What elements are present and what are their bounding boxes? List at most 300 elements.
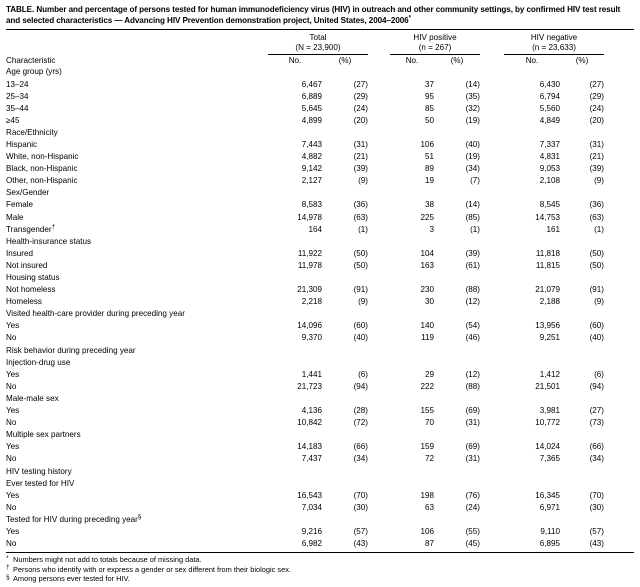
table-row: [6, 502, 634, 514]
cell-total-no: 7,443: [301, 139, 322, 149]
cell-total-no: 6,467: [301, 79, 322, 89]
group-header-row: [6, 33, 634, 55]
table-row: [6, 320, 634, 332]
spacer-cell: [480, 453, 504, 465]
cell-pos-no: 106: [420, 526, 434, 536]
cell-pos-pct: [434, 272, 480, 284]
table-row: [6, 175, 634, 187]
cell-neg-pct: [560, 127, 604, 139]
cell-total-pct: (94): [353, 381, 368, 391]
cell-pos-pct: [434, 308, 480, 320]
spacer-cell: [604, 212, 634, 224]
subsection-header-row: [6, 478, 634, 490]
cell-neg-pct: [560, 357, 604, 369]
section-header-row: [6, 308, 634, 320]
cell-neg-pct: [560, 466, 604, 478]
spacer-cell: [604, 526, 634, 538]
table-row: [6, 453, 634, 465]
cell-total-pct: (36): [353, 200, 368, 210]
spacer-cell: [480, 284, 504, 296]
cell-pos-no: [390, 308, 434, 320]
spacer-cell: [604, 429, 634, 441]
row-label: Yes: [6, 406, 20, 416]
cell-pos-pct: (7): [470, 176, 480, 186]
cell-total-pct: [322, 66, 368, 78]
spacer-cell: [480, 260, 504, 272]
row-footnote-marker: §: [137, 514, 142, 521]
cell-neg-pct: (9): [594, 176, 604, 186]
group-subtitle-hiv-negative: (n = 23,633): [532, 43, 576, 53]
cell-pos-no: [390, 357, 434, 369]
section-header-row: [6, 187, 634, 199]
cell-total-no: 6,982: [301, 539, 322, 549]
cell-neg-no: [504, 466, 560, 478]
spacer-cell: [368, 308, 390, 320]
cell-total-pct: (24): [353, 103, 368, 113]
spacer-cell: [368, 381, 390, 393]
cell-total-pct: (60): [353, 321, 368, 331]
spacer-cell: [480, 272, 504, 284]
cell-total-no: 2,218: [301, 297, 322, 307]
table-row: [6, 369, 634, 381]
cell-neg-no: 21,079: [535, 285, 560, 295]
group-title-hiv-positive: HIV positive: [413, 32, 457, 42]
cell-neg-no: [504, 187, 560, 199]
spacer-cell: [368, 175, 390, 187]
footnote: [6, 555, 634, 565]
cell-total-no: [268, 466, 322, 478]
spacer-cell: [480, 224, 504, 236]
cell-total-no: [268, 187, 322, 199]
cell-neg-no: [504, 236, 560, 248]
cell-pos-pct: [434, 187, 480, 199]
row-label: Black, non-Hispanic: [6, 164, 78, 174]
table-head: [6, 30, 634, 67]
cell-neg-no: 16,345: [535, 490, 560, 500]
cell-total-pct: (29): [353, 91, 368, 101]
cell-pos-pct: (12): [465, 369, 480, 379]
table-body: [6, 66, 634, 550]
table-row: [6, 296, 634, 308]
cell-pos-no: [390, 514, 434, 526]
cell-neg-no: 7,337: [539, 139, 560, 149]
group-label: Ever tested for HIV: [6, 478, 75, 488]
spacer-cell: [604, 103, 634, 115]
cell-pos-pct: [434, 466, 480, 478]
cell-total-pct: (63): [353, 212, 368, 222]
cell-total-pct: (50): [353, 248, 368, 258]
cell-pos-pct: [434, 357, 480, 369]
cell-neg-pct: (36): [589, 200, 604, 210]
cell-pos-pct: [434, 393, 480, 405]
cell-neg-no: [504, 345, 560, 357]
bottom-rule: [6, 552, 634, 553]
cell-pos-pct: (12): [465, 297, 480, 307]
row-label: Hispanic: [6, 139, 38, 149]
cell-pos-no: [390, 478, 434, 490]
group-label: Age group (yrs): [6, 67, 62, 77]
cell-pos-no: [390, 272, 434, 284]
cell-total-no: 11,922: [297, 248, 322, 258]
cell-total-no: 21,723: [297, 381, 322, 391]
cell-neg-no: [504, 308, 560, 320]
caption-text: Number and percentage of persons tested for human immunodeficiency virus (HIV) in outreach and other community settings, by confirmed HIV test result and selected characteristics — Advancing HIV Prevention demonstration project, United States, 2004–2006: [6, 5, 621, 26]
spacer-cell: [368, 139, 390, 151]
table-row: [6, 115, 634, 127]
table-row: [6, 79, 634, 91]
cell-neg-pct: (21): [589, 152, 604, 162]
cell-total-pct: [322, 429, 368, 441]
group-subtitle-hiv-positive: (n = 267): [418, 43, 452, 53]
spacer-cell: [480, 405, 504, 417]
table-row: [6, 490, 634, 502]
column-header-total-pct: (%): [338, 55, 352, 65]
spacer-cell: [368, 490, 390, 502]
row-label: Not insured: [6, 260, 48, 270]
spacer-cell: [368, 538, 390, 550]
cell-pos-no: 163: [420, 260, 434, 270]
row-label: No: [6, 333, 17, 343]
cell-pos-no: 51: [424, 152, 434, 162]
spacer-cell: [604, 369, 634, 381]
cell-pos-pct: (61): [465, 260, 480, 270]
spacer-cell: [368, 224, 390, 236]
cell-neg-no: 6,971: [539, 502, 560, 512]
cell-neg-no: 2,188: [539, 297, 560, 307]
cell-neg-pct: [560, 514, 604, 526]
spacer-cell: [368, 357, 390, 369]
cell-total-no: 5,645: [301, 103, 322, 113]
cell-pos-no: 72: [424, 454, 434, 464]
spacer-cell: [604, 175, 634, 187]
table-row: [6, 212, 634, 224]
spacer-cell: [368, 127, 390, 139]
spacer-cell: [368, 502, 390, 514]
spacer-cell: [368, 272, 390, 284]
footnote: [6, 565, 634, 575]
cell-pos-no: 119: [421, 333, 434, 343]
cell-neg-pct: [560, 345, 604, 357]
spacer-cell: [604, 260, 634, 272]
cell-total-no: 7,437: [301, 454, 322, 464]
spacer-cell: [604, 405, 634, 417]
column-header-pos-no: No.: [405, 55, 419, 65]
section-header-row: [6, 345, 634, 357]
cell-pos-no: 198: [420, 490, 434, 500]
cell-neg-no: [504, 357, 560, 369]
cell-neg-no: 8,545: [539, 200, 560, 210]
row-label: Yes: [6, 321, 20, 331]
cell-neg-no: [504, 66, 560, 78]
cell-total-no: 9,216: [301, 526, 322, 536]
cell-pos-no: [390, 66, 434, 78]
cell-pos-no: 159: [420, 442, 434, 452]
cell-neg-pct: (9): [594, 297, 604, 307]
cell-total-no: [268, 345, 322, 357]
cell-total-pct: (70): [353, 490, 368, 500]
subsection-header-row: [6, 514, 634, 526]
cell-pos-pct: (14): [465, 200, 480, 210]
spacer-cell: [368, 526, 390, 538]
cell-neg-no: 21,501: [535, 381, 560, 391]
group-label: Health-insurance status: [6, 236, 92, 246]
table-row: [6, 91, 634, 103]
cell-pos-pct: (31): [465, 418, 480, 428]
cell-pos-no: 230: [420, 285, 434, 295]
row-label: Yes: [6, 490, 20, 500]
row-label-text: Tested for HIV during preceding year: [6, 514, 138, 524]
group-label: Housing status: [6, 273, 60, 282]
spacer-cell: [604, 91, 634, 103]
cell-total-pct: (6): [358, 369, 368, 379]
cell-pos-no: [390, 429, 434, 441]
row-label: [6, 224, 268, 236]
cell-total-no: [268, 393, 322, 405]
cell-pos-pct: [434, 429, 480, 441]
cell-neg-no: [504, 393, 560, 405]
cell-pos-pct: (85): [465, 212, 480, 222]
table-row: [6, 417, 634, 429]
spacer-cell: [480, 296, 504, 308]
cell-total-no: 16,543: [297, 490, 322, 500]
spacer-cell: [604, 163, 634, 175]
cell-total-pct: (20): [353, 115, 368, 125]
spacer-cell: [604, 296, 634, 308]
cell-total-pct: (9): [358, 297, 368, 307]
cell-neg-no: 9,110: [540, 526, 560, 536]
cell-total-pct: [322, 308, 368, 320]
cell-neg-pct: [560, 236, 604, 248]
row-label: Insured: [6, 248, 33, 258]
cell-neg-pct: [560, 429, 604, 441]
spacer-cell: [604, 236, 634, 248]
section-header-row: [6, 466, 634, 478]
spacer-cell: [604, 79, 634, 91]
group-label: Visited health-care provider during preceding year: [6, 309, 185, 319]
spacer-cell: [368, 248, 390, 260]
row-footnote-marker: †: [51, 223, 55, 230]
cell-total-no: 14,096: [297, 321, 322, 331]
table-row: [6, 526, 634, 538]
cell-total-pct: [322, 127, 368, 139]
cell-neg-pct: (27): [589, 406, 604, 416]
row-label: No: [6, 418, 17, 428]
group-subtitle-total: (N = 23,900): [295, 43, 341, 53]
row-label: ≥45: [6, 115, 20, 125]
spacer-cell: [480, 79, 504, 91]
subsection-header-row: [6, 357, 634, 369]
cell-total-no: 9,142: [301, 164, 322, 174]
table-row: [6, 405, 634, 417]
cell-total-pct: [322, 357, 368, 369]
cell-total-no: 14,183: [297, 442, 322, 452]
spacer-cell: [480, 502, 504, 514]
spacer-cell: [368, 187, 390, 199]
cell-neg-pct: (63): [589, 212, 604, 222]
cell-neg-no: 6,430: [539, 79, 560, 89]
cell-total-pct: [322, 187, 368, 199]
spacer-cell: [604, 538, 634, 550]
spacer-cell: [480, 332, 504, 344]
spacer-cell: [480, 187, 504, 199]
section-header-row: [6, 272, 634, 284]
row-label: No: [6, 502, 17, 512]
cell-pos-pct: (32): [465, 103, 480, 113]
spacer-cell: [604, 151, 634, 163]
cell-pos-no: [390, 393, 434, 405]
spacer-cell: [480, 526, 504, 538]
cell-pos-no: [390, 345, 434, 357]
row-label: Female: [6, 200, 33, 210]
spacer-cell: [604, 332, 634, 344]
cell-pos-no: 225: [420, 212, 434, 222]
cell-pos-pct: (34): [465, 164, 480, 174]
cell-pos-no: 50: [424, 115, 434, 125]
spacer-cell: [480, 248, 504, 260]
row-label: Not homeless: [6, 285, 56, 295]
row-label: Homeless: [6, 297, 42, 307]
spacer-cell: [604, 284, 634, 296]
row-label: 13–24: [6, 79, 29, 89]
cell-pos-no: [390, 127, 434, 139]
spacer-cell: [480, 139, 504, 151]
cell-neg-no: 9,053: [539, 164, 560, 174]
cell-neg-no: [504, 478, 560, 490]
table-row: [6, 260, 634, 272]
cell-total-no: 8,583: [301, 200, 322, 210]
spacer-cell: [604, 187, 634, 199]
cell-neg-pct: (6): [594, 369, 604, 379]
cell-neg-no: [504, 429, 560, 441]
cell-neg-pct: (60): [589, 321, 604, 331]
cell-total-pct: (57): [353, 526, 368, 536]
cell-pos-no: 155: [420, 406, 434, 416]
table-caption: [0, 0, 640, 26]
cell-neg-no: 5,560: [539, 103, 560, 113]
spacer-cell: [604, 393, 634, 405]
footnote-text: Among persons ever tested for HIV.: [13, 574, 130, 584]
spacer-cell: [604, 490, 634, 502]
cell-pos-no: 222: [420, 381, 434, 391]
group-label: Injection-drug use: [6, 357, 71, 367]
table-row: [6, 284, 634, 296]
spacer-cell: [368, 236, 390, 248]
group-header-hiv-negative: [504, 33, 604, 55]
spacer-cell: [480, 429, 504, 441]
spacer-cell: [604, 127, 634, 139]
group-header-hiv-positive: [390, 33, 480, 55]
cell-total-pct: [322, 466, 368, 478]
cell-pos-pct: (35): [465, 91, 480, 101]
row-label: 35–44: [6, 103, 29, 113]
cell-neg-pct: (57): [589, 526, 604, 536]
caption-label: TABLE.: [6, 5, 35, 14]
cell-total-pct: [322, 393, 368, 405]
cell-pos-pct: [434, 514, 480, 526]
spacer-cell: [480, 538, 504, 550]
spacer-cell: [604, 199, 634, 211]
row-label: Yes: [6, 526, 20, 536]
cell-neg-pct: (50): [589, 260, 604, 270]
spacer-cell: [368, 405, 390, 417]
hiv-testing-table: [6, 30, 634, 550]
group-label: Race/Ethnicity: [6, 127, 58, 137]
cell-neg-pct: (29): [589, 91, 604, 101]
spacer-cell: [368, 429, 390, 441]
footnote-marker: §: [6, 573, 10, 581]
spacer-cell: [604, 514, 634, 526]
footnote-marker: †: [6, 564, 10, 572]
group-title-hiv-negative: HIV negative: [530, 32, 578, 42]
spacer-cell: [604, 139, 634, 151]
spacer-cell: [480, 212, 504, 224]
spacer-cell: [480, 466, 504, 478]
spacer-cell: [480, 441, 504, 453]
group-label: Male-male sex: [6, 393, 59, 403]
cell-pos-pct: (19): [465, 115, 480, 125]
cell-total-no: 4,899: [301, 115, 322, 125]
cell-total-pct: [322, 478, 368, 490]
spacer-cell: [604, 272, 634, 284]
spacer-cell: [368, 453, 390, 465]
cell-pos-pct: [434, 236, 480, 248]
footnote-text: Numbers might not add to totals because of missing data.: [13, 555, 202, 565]
cell-pos-pct: [434, 66, 480, 78]
cell-pos-pct: (88): [465, 285, 480, 295]
cell-total-no: 6,889: [301, 91, 322, 101]
cell-pos-pct: (69): [465, 442, 480, 452]
cell-total-pct: [322, 345, 368, 357]
cell-neg-no: 9,251: [539, 333, 560, 343]
spacer-cell: [368, 199, 390, 211]
cell-neg-pct: (43): [589, 539, 604, 549]
cell-pos-pct: (40): [465, 139, 480, 149]
cell-pos-no: 85: [424, 103, 434, 113]
cell-pos-no: 19: [424, 176, 434, 186]
cell-pos-pct: (46): [465, 333, 480, 343]
column-header-characteristic: Characteristic: [6, 55, 56, 65]
table-row: [6, 332, 634, 344]
cell-neg-no: 1,412: [539, 369, 560, 379]
subsection-header-row: [6, 429, 634, 441]
spacer-cell: [480, 115, 504, 127]
spacer-cell: [368, 284, 390, 296]
cell-neg-pct: (66): [589, 442, 604, 452]
group-title-total: Total: [309, 32, 327, 42]
cell-total-pct: (40): [353, 333, 368, 343]
table-row: [6, 103, 634, 115]
spacer-cell: [480, 357, 504, 369]
cell-neg-no: 6,895: [539, 539, 560, 549]
footnote-marker: *: [6, 554, 9, 562]
cell-pos-pct: (54): [465, 321, 480, 331]
cell-neg-pct: [560, 66, 604, 78]
cell-neg-pct: [560, 272, 604, 284]
spacer-cell: [604, 248, 634, 260]
cell-total-pct: (39): [353, 164, 368, 174]
group-label: [6, 514, 268, 526]
spacer-cell: [604, 224, 634, 236]
spacer-cell: [604, 357, 634, 369]
spacer-cell: [368, 260, 390, 272]
row-label: 25–34: [6, 91, 29, 101]
spacer-cell: [368, 369, 390, 381]
cell-neg-no: 11,818: [535, 248, 560, 258]
cell-neg-pct: (50): [589, 248, 604, 258]
spacer-cell: [480, 91, 504, 103]
cell-neg-no: 11,815: [535, 260, 560, 270]
spacer-cell: [480, 345, 504, 357]
